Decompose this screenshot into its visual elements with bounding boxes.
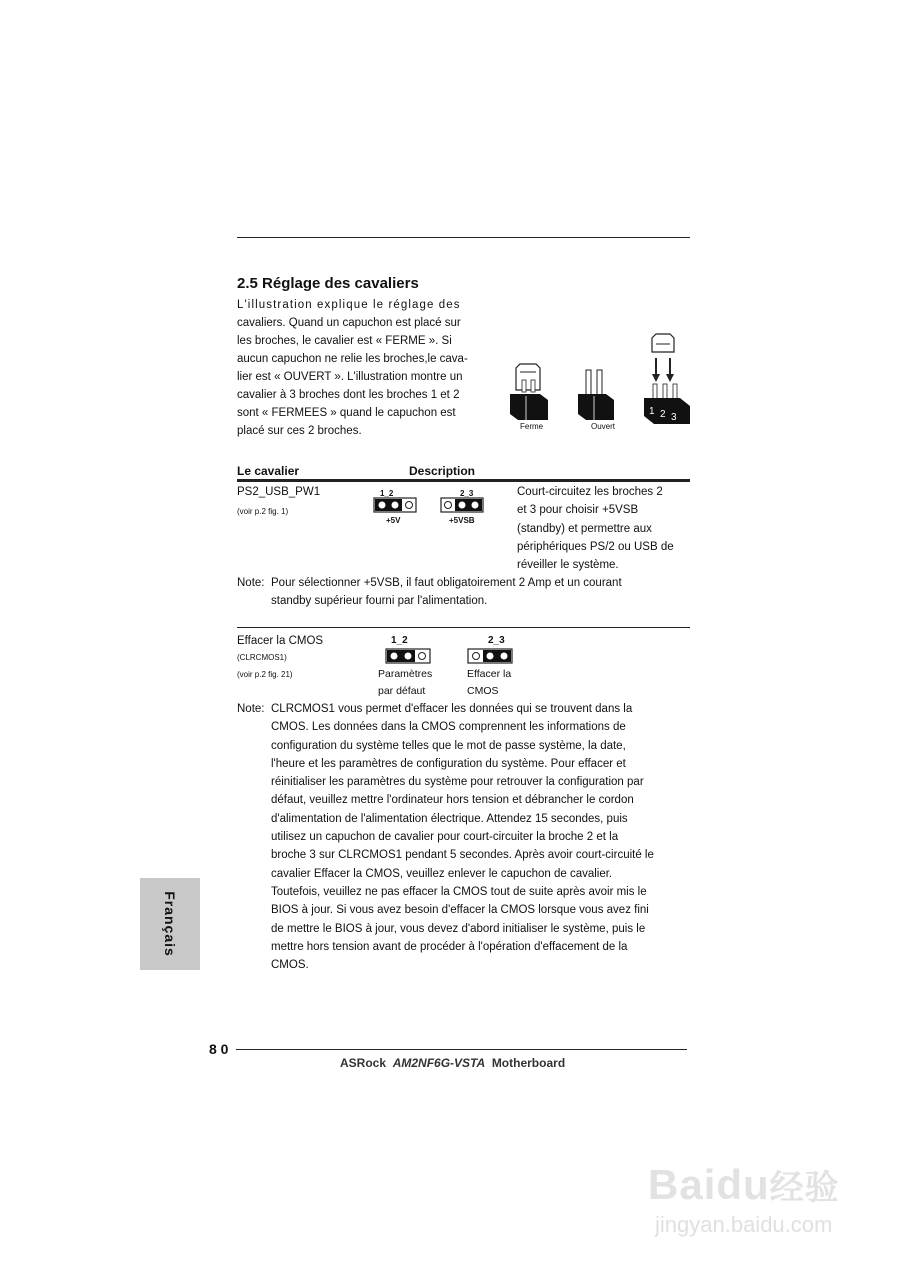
jumper-name: PS2_USB_PW1 [237,486,321,498]
column-header-description: Description [409,464,476,478]
header-rule [237,479,690,482]
closed-jumper-figure [510,364,548,420]
intro-paragraph [237,296,477,440]
jumper-ref: (voir p.2 fig. 1) [237,507,289,516]
jumper-name: Effacer la CMOS [237,635,324,647]
setting-caption: Paramètres [378,668,433,680]
note-text [271,574,691,611]
open-jumper-figure [578,370,614,420]
footer-caption [340,1056,565,1070]
note-line: réinitialiser les paramètres du système pour retrouver la configuration par [271,776,644,789]
pin-label: 3 [671,412,677,423]
watermark-brand-cn: 经验 [769,1169,840,1207]
note-label: Note: [237,577,265,589]
cmos-pins-2-3 [467,648,513,664]
description-line: Court-circuitez les broches 2 [517,486,663,498]
pin-label: 1 [649,406,655,417]
setting-caption: Effacer la [467,668,512,680]
description-line: (standby) et permettre aux [517,522,652,535]
setting-label: 2_3 [488,635,505,646]
setting-caption: CMOS [467,685,499,697]
note-line: CMOS. [271,959,309,972]
jumper-pins-1-2 [373,497,417,513]
watermark-url: jingyan.baidu.com [655,1212,833,1237]
intro-line: les broches, le cavalier est « FERME ». Si [237,335,452,347]
note-line: d'alimentation de l'alimentation électrique. Attendez 15 secondes, puis [271,812,628,825]
column-header-jumper: Le cavalier [237,464,300,478]
jumper-pins-2-3 [440,497,484,513]
intro-line: cavaliers. Quand un capuchon est placé sur [237,317,461,329]
label-closed: Ferme [520,422,544,431]
note-line: CMOS. Les données dans la CMOS comprennent les informations de [271,721,626,734]
note-line: l'heure et les paramètres de configuration du système. Pour effacer et [271,757,626,770]
watermark-brand [648,1160,840,1209]
note-line: BIOS à jour. Si vous avez besoin d'effacer la CMOS lorsque vous avez fini [271,904,649,917]
jumper-code: (CLRCMOS1) [237,653,287,662]
intro-line: lier est « OUVERT ». L'illustration montre un [237,371,463,383]
page-number: 8 0 [209,1041,229,1057]
note-line: standby supérieur fourni par l'alimentation. [271,595,488,608]
watermark-brand-text: Baidu [648,1161,770,1208]
note-line: cavalier Effacer la CMOS, veuillez enlever le capuchon de cavalier. [271,867,613,880]
label-open: Ouvert [591,422,616,431]
setting-label: 1_2 [391,635,408,646]
section-title: 2.5 Réglage des cavaliers [237,275,419,292]
footer-model: AM2NF6G-VSTA [392,1056,486,1070]
language-tab-label: Français [162,891,178,957]
intro-line: sont « FERMEES » quand le capuchon est [237,407,456,419]
top-rule [237,237,690,238]
description-line: périphériques PS/2 ou USB de [517,540,674,553]
note-line: Toutefois, veuillez ne pas effacer la CMOS tout de suite après avoir mis le [271,885,647,898]
jumper-ref: (voir p.2 fig. 21) [237,670,293,679]
footer-product: Motherboard [491,1056,566,1070]
setting-caption: par défaut [378,685,426,697]
note-text [271,700,696,974]
note-line: CLRCMOS1 vous permet d'effacer les données qui se trouvent dans la [271,703,633,715]
intro-line: placé sur ces 2 broches. [237,425,362,437]
setting-label: 2_3 [460,489,474,498]
note-line: défaut, veuillez mettre l'ordinateur hors tension et débrancher le cordon [271,794,634,807]
note-line: configuration du système telles que le mot de passe système, la date, [271,739,626,752]
cmos-pins-1-2 [385,648,431,664]
note-line: de mettre le BIOS à jour, vous devez d'abord initialiser le système, puis le [271,922,646,935]
jumper-description [517,483,692,574]
intro-line: cavalier à 3 broches dont les broches 1 et 2 [237,389,460,401]
description-line: et 3 pour choisir +5VSB [517,504,639,517]
intro-line: L'illustration explique le réglage des [237,299,461,311]
pin-label: 2 [660,409,666,420]
row-separator [237,627,690,628]
description-line: réveiller le système. [517,559,619,572]
note-line: Pour sélectionner +5VSB, il faut obligatoirement 2 Amp et un courant [271,577,622,589]
setting-label: 1_2 [380,489,394,498]
footer-brand: ASRock [340,1056,387,1070]
note-line: utilisez un capuchon de cavalier pour court-circuiter la broche 2 et la [271,831,619,844]
note-line: mettre hors tension avant de procéder à l'opération d'effacement de la [271,940,628,953]
note-label: Note: [237,703,265,715]
intro-line: aucun capuchon ne relie les broches,le cava- [237,353,468,365]
note-line: broche 3 sur CLRCMOS1 pendant 5 secondes. Après avoir court-circuité le [271,849,654,862]
footer-rule [236,1049,687,1050]
setting-caption: +5V [386,516,401,525]
three-pin-jumper-figure [644,334,690,424]
setting-caption: +5VSB [449,516,475,525]
